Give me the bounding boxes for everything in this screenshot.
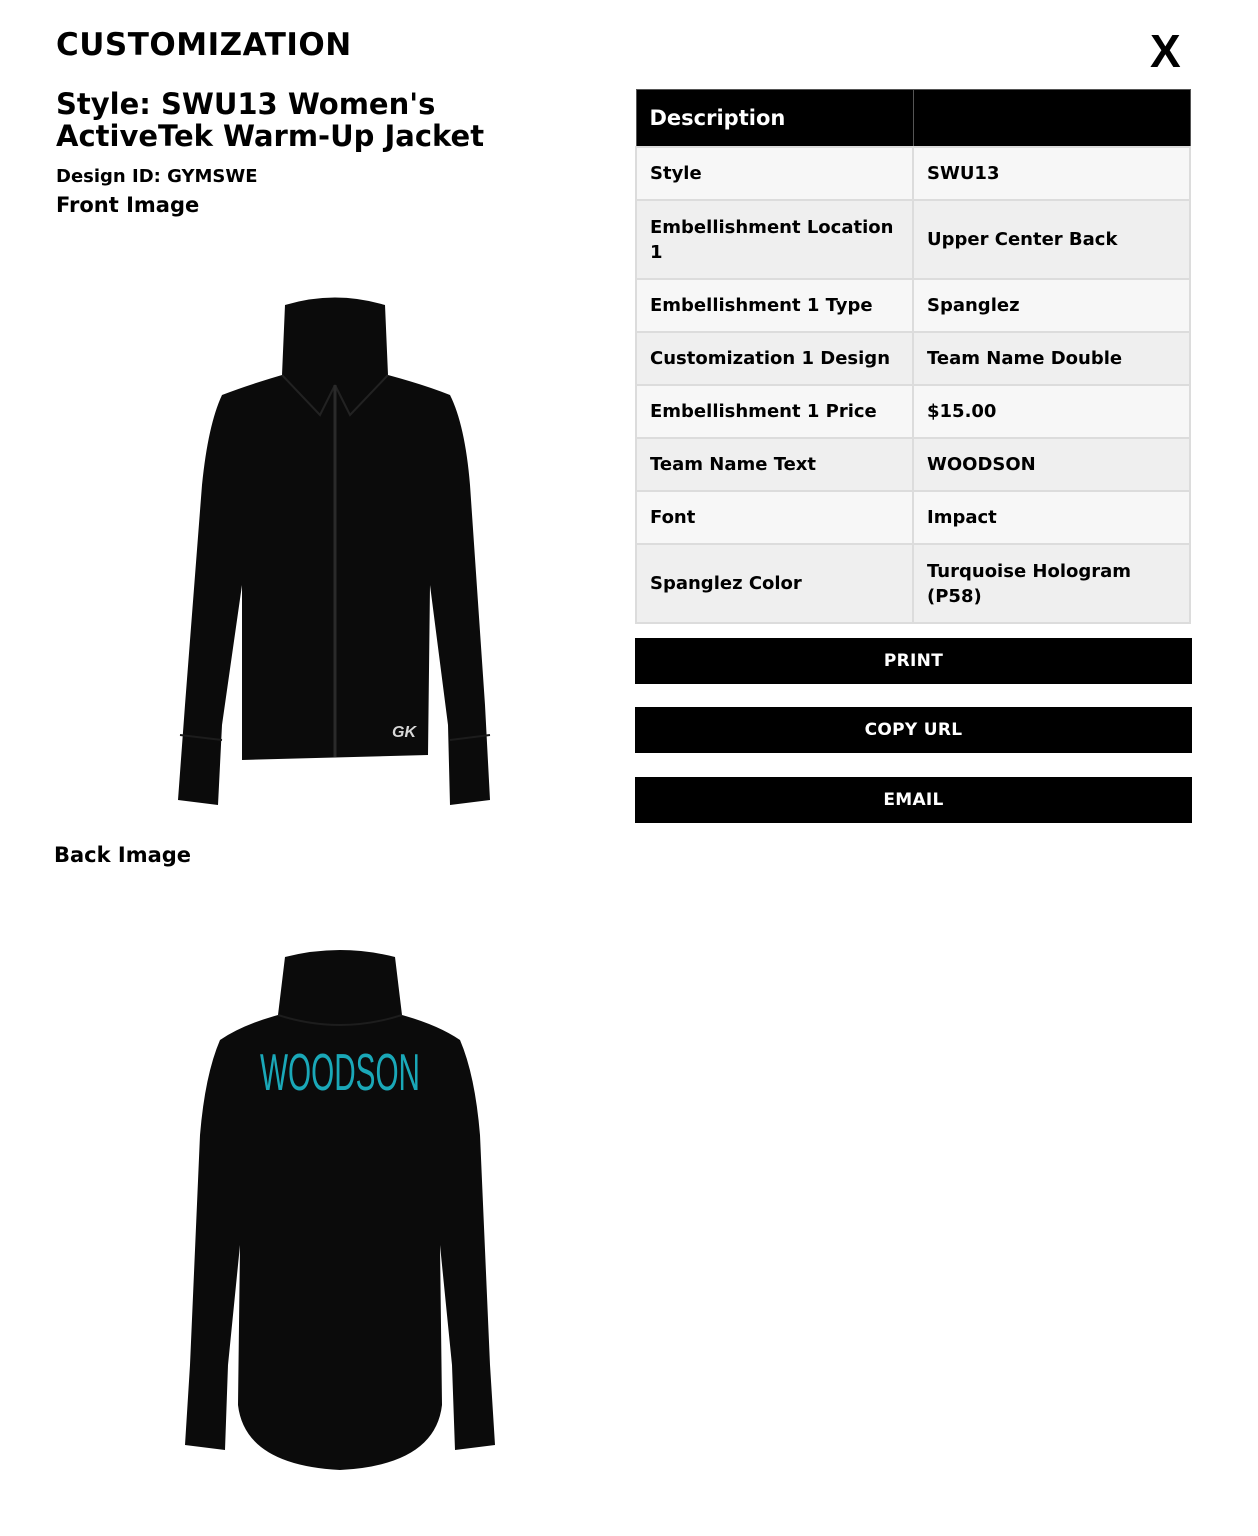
row-value: $15.00 [913,385,1190,438]
close-button[interactable]: X [1150,25,1181,77]
table-row [636,332,1190,385]
front-jacket-image [160,285,510,815]
back-print-text: WOODSON [260,1044,420,1102]
table-header-value [913,90,1190,148]
print-button[interactable]: PRINT [635,638,1192,684]
row-label: Font [636,491,913,544]
style-title: Style: SWU13 Women's ActiveTek Warm-Up Jacket [56,87,485,153]
row-label: Embellishment Location 1 [636,200,913,279]
back-jacket-image [170,945,510,1475]
design-id: Design ID: GYMSWE [56,166,258,187]
table-row [636,147,1190,200]
row-value: SWU13 [913,147,1190,200]
table-row [636,200,1190,279]
copy-url-button[interactable]: COPY URL [635,707,1192,753]
row-value: Team Name Double [913,332,1190,385]
table-row [636,385,1190,438]
table-row [636,438,1190,491]
row-label: Spanglez Color [636,544,913,623]
back-image-label: Back Image [54,843,192,867]
table-row [636,491,1190,544]
email-button[interactable]: EMAIL [635,777,1192,823]
table-header-description: Description [636,90,913,148]
row-label: Style [636,147,913,200]
front-image-label: Front Image [56,193,200,217]
table-header-row [636,90,1190,148]
table-row [636,544,1190,623]
row-value: WOODSON [913,438,1190,491]
row-value: Turquoise Hologram (P58) [913,544,1190,623]
customization-table [635,89,1191,624]
table-row [636,279,1190,332]
row-label: Team Name Text [636,438,913,491]
row-label: Customization 1 Design [636,332,913,385]
row-label: Embellishment 1 Price [636,385,913,438]
row-value: Spanglez [913,279,1190,332]
gk-logo: GK [392,724,416,741]
row-value: Impact [913,491,1190,544]
row-value: Upper Center Back [913,200,1190,279]
page-title: CUSTOMIZATION [56,27,352,63]
back-jacket-body [185,950,495,1470]
row-label: Embellishment 1 Type [636,279,913,332]
